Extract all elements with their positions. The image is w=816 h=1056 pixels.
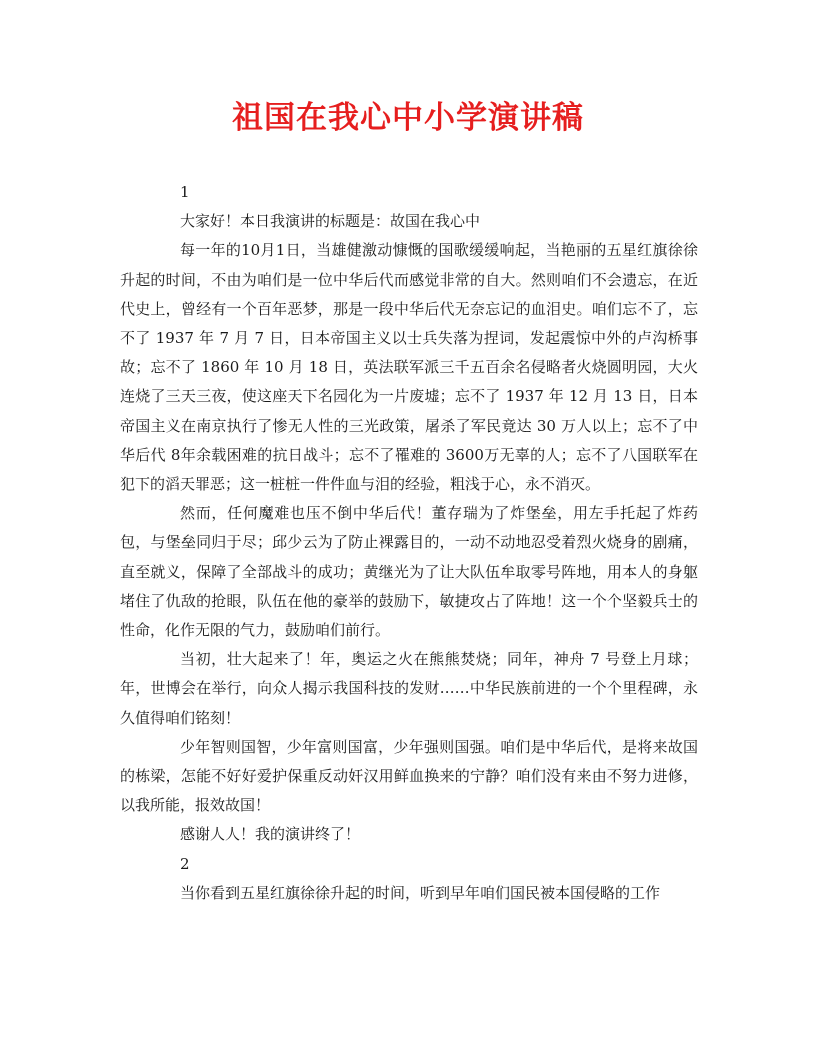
section-number: 1 <box>180 183 190 201</box>
section-number: 2 <box>180 854 190 873</box>
paragraph-history: 每一年的10月1日，当雄健激动慷慨的国歌缓缓响起，当艳丽的五星红旗徐徐升起的时间，不由为咱们是一位中华后代而感觉非常的自大。然则咱们不会遗忘，在近代史上，曾经有一个百年恶梦，那是一段中华后代无奈忘记的血泪史。咱们忘不了，忘不了 1937 年 7 月 7 日，日本帝国主义以士兵失落为捏词，发起震惊中外的卢沟桥事故；忘不了 1860 年 10 月 18 日，英法联军派三千五百余名侵略者火烧圆明园，大火连烧了三天三夜，使这座天下名园化为一片废墟；忘不了 1937 年 12 月 13 日，日本帝国主义在南京执行了惨无人性的三光政策，屠杀了军民竟达 30 万人以上；忘不了中华后代 8年余载困难的抗日战斗；忘不了罹难的 3600万无辜的人；忘不了八国联军在犯下的滔天罪恶；这一桩桩一件件血与泪的经验，粗浅于心，永不消灭。 <box>120 241 698 494</box>
paragraph-greeting: 大家好！本日我演讲的标题是：故国在我心中 <box>180 212 481 231</box>
paragraph-section2-opening: 当你看到五星红旗徐徐升起的时间，听到早年咱们国民被本国侵略的工作 <box>180 883 661 902</box>
paragraph-heroes: 然而，任何魔难也压不倒中华后代！董存瑞为了炸堡垒，用左手托起了炸药包，与堡垒同归于尽；邱少云为了防止裸露目的，一动不动地忍受着烈火烧身的剧痛，直至就义，保障了全部战斗的成功；黄继光为了让大队伍牟取零号阵地，用本人的身躯堵住了仇敌的抢眼，队伍在他的豪举的鼓励下，敏捷攻占了阵地！这一个个坚毅兵士的性命，化作无限的气力，鼓励咱们前行。 <box>120 504 698 640</box>
paragraph-achievements: 当初，壮大起来了！年，奥运之火在熊熊焚烧；同年，神舟 7 号登上月球；年，世博会在举行，向众人揭示我国科技的发财……中华民族前进的一个个里程碑，永久值得咱们铭刻！ <box>120 650 698 727</box>
document-title: 祖国在我心中小学演讲稿 <box>232 100 584 136</box>
paragraph-youth: 少年智则国智，少年富则国富，少年强则国强。咱们是中华后代，是将来故国的栋梁，怎能不好好爱护保重反动奸汉用鲜血换来的宁静？咱们没有来由不努力进修，以我所能，报效故国！ <box>120 737 698 815</box>
document-body <box>120 178 698 908</box>
paragraph-thanks: 感谢人人！我的演讲终了！ <box>180 825 361 844</box>
